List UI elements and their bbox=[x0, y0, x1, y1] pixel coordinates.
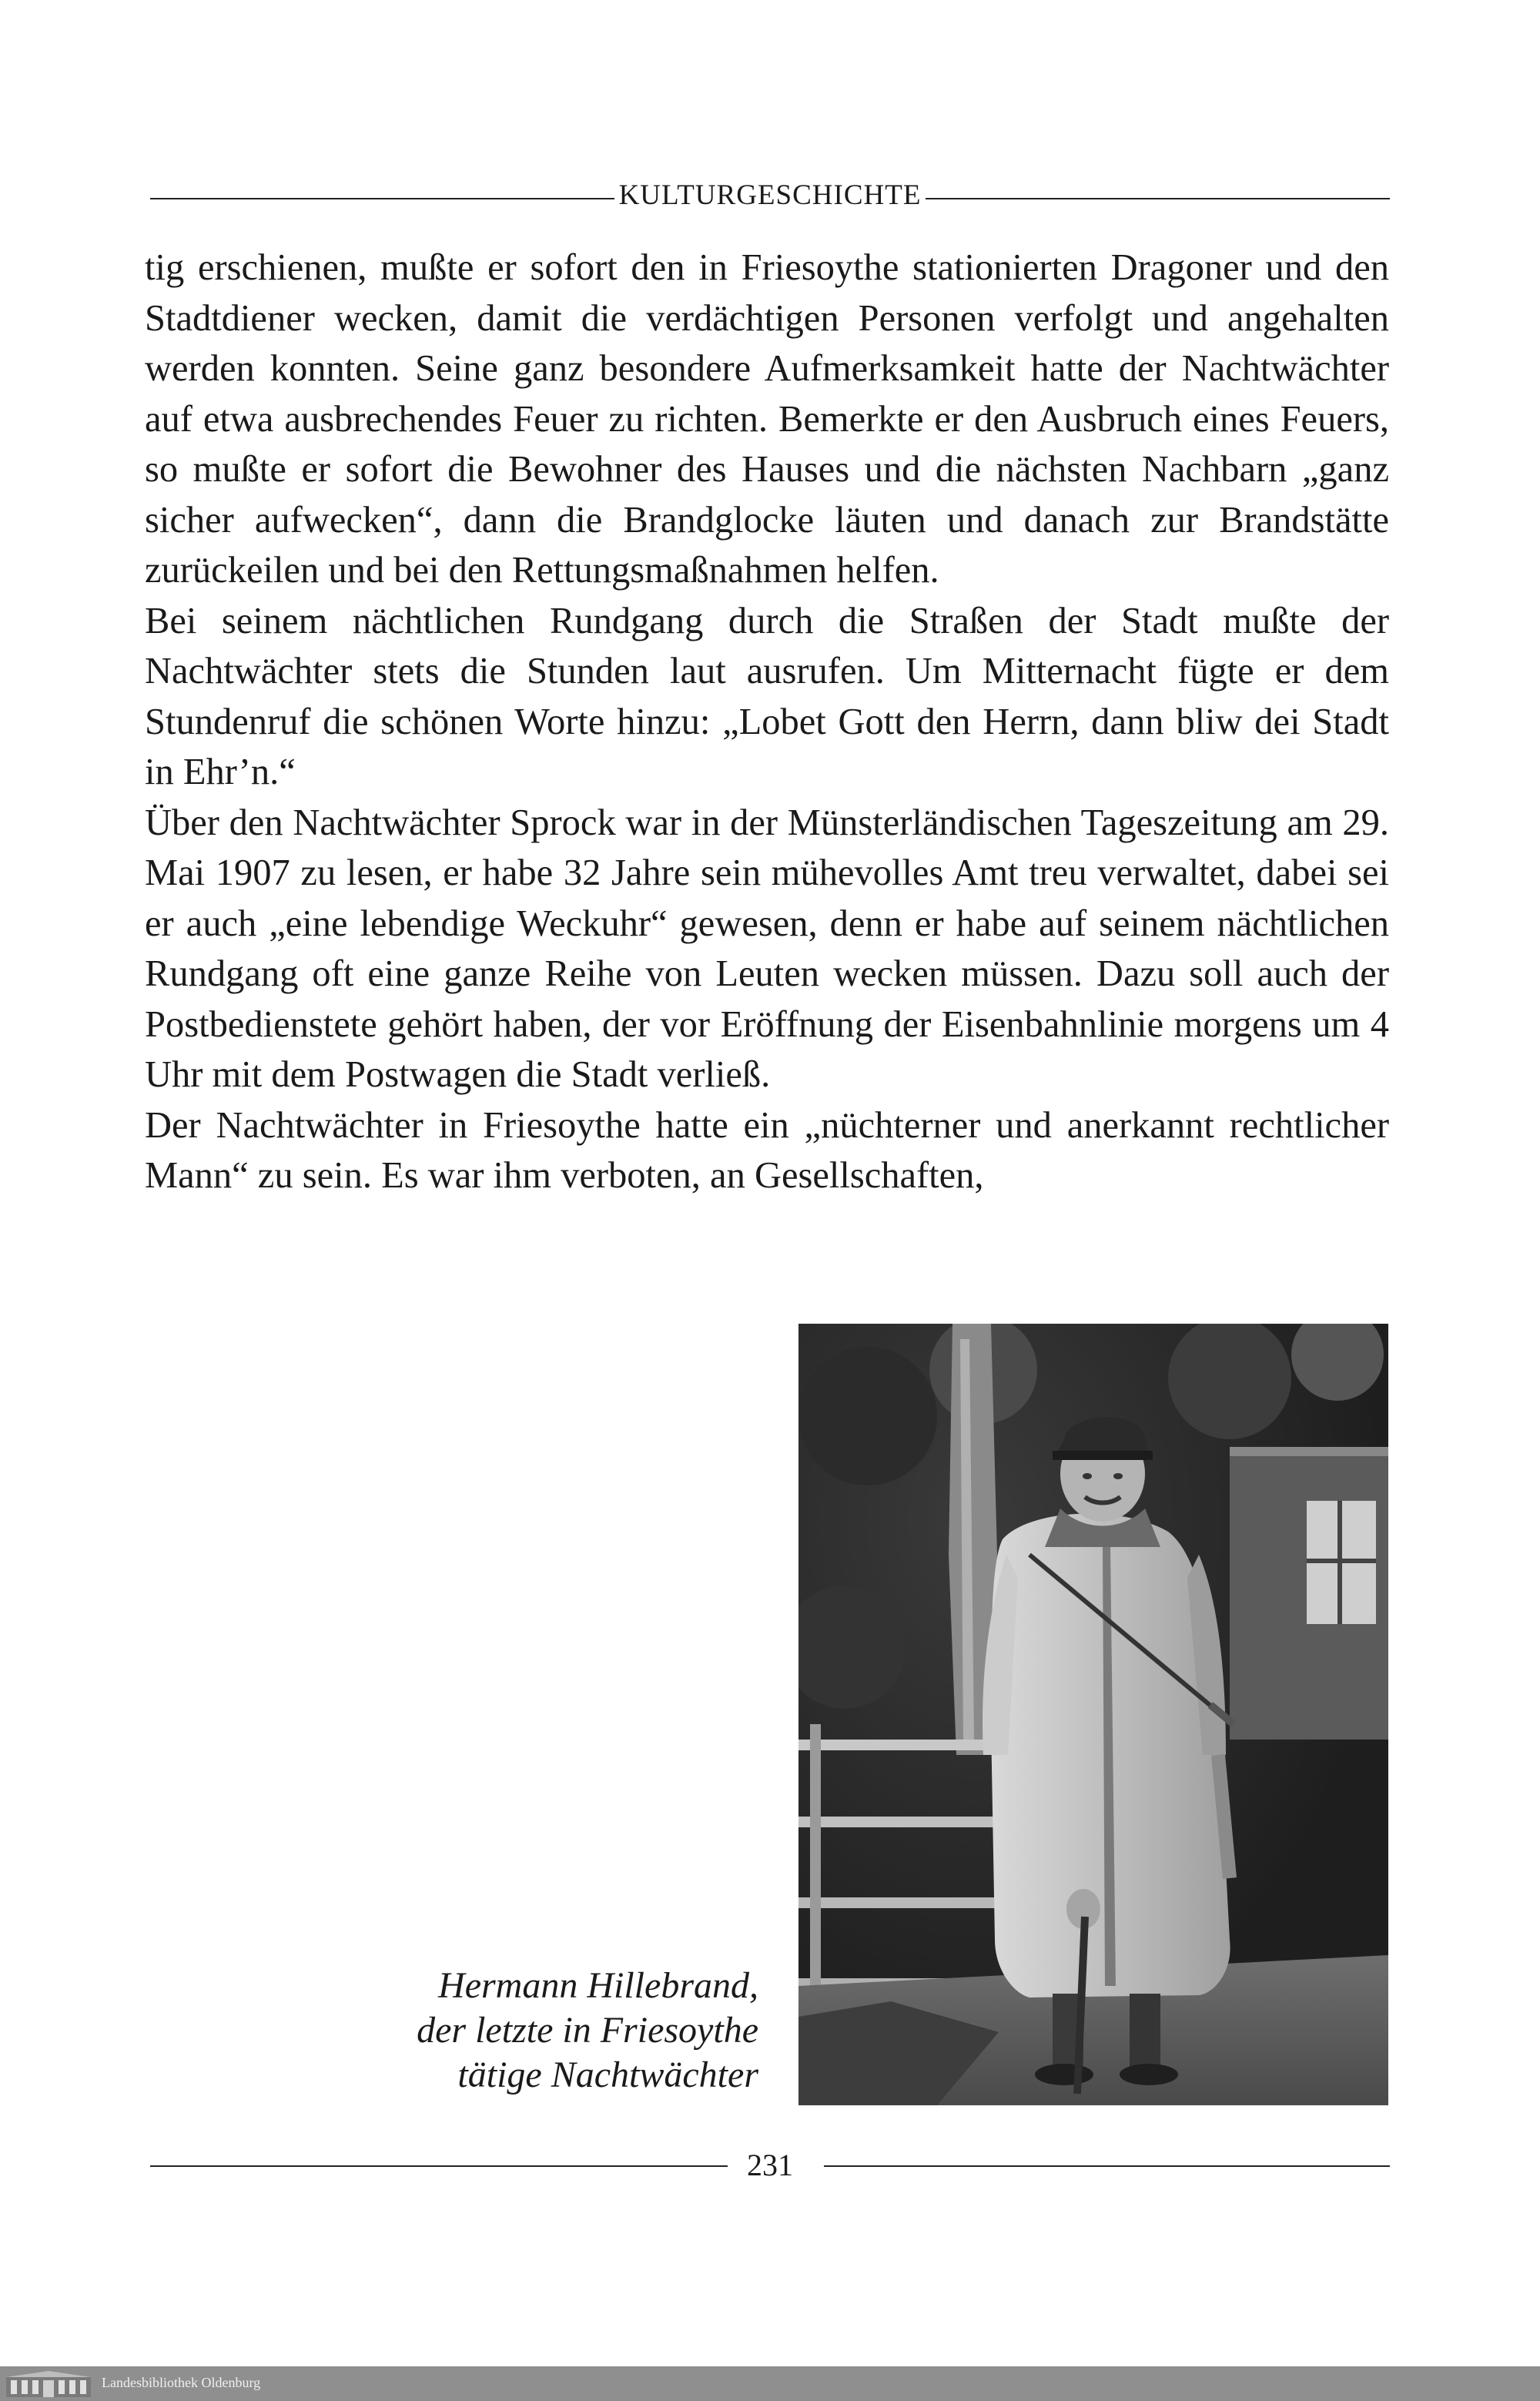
paragraph: Bei seinem nächtlichen Rundgang durch die Straßen der Stadt mußte der Nachtwächter stets die Stunden laut ausrufen. Um Mitternacht fügte er dem Stundenruf die schönen Worte hinzu: „Lobet Gott den Herrn, dann bliw dei Stadt in Ehr’n.“ bbox=[145, 600, 1389, 792]
caption-line: Hermann Hillebrand, bbox=[438, 1965, 758, 2006]
library-label: Landesbibliothek Oldenburg bbox=[102, 2375, 261, 2390]
paragraph: Der Nachtwächter in Friesoythe hatte ein „nüchterner und anerkannt rechtlicher Mann“ zu sein. Es war ihm verboten, an Gesellschaften, bbox=[145, 1104, 1389, 1196]
library-building-icon bbox=[6, 2371, 91, 2397]
body-text bbox=[145, 243, 1389, 1201]
photo-caption bbox=[373, 1964, 758, 2098]
night-watchman-photo bbox=[798, 1324, 1388, 2105]
library-footer bbox=[0, 2366, 1540, 2401]
running-head bbox=[150, 179, 1390, 212]
caption-line: tätige Nachtwächter bbox=[457, 2054, 758, 2095]
paragraph: tig erschienen, mußte er sofort den in Friesoythe stationierten Dragoner und den Stadtdiener wecken, damit die verdächtigen Personen verfolgt und angehalten werden konnten. Seine ganz besondere Aufmerksamkeit hatte der Nachtwächter auf etwa ausbrechendes Feuer zu richten. Bemerkte er den Ausbruch eines Feuers, so mußte er sofort die Bewohner des Hauses und die nächsten Nachbarn „ganz sicher aufwecken“, dann die Brandglocke läuten und danach zur Brandstätte zurückeilen und bei den Rettungsmaßnahmen helfen. bbox=[145, 247, 1389, 591]
footer-rule-right bbox=[824, 2165, 1390, 2167]
paragraph: Über den Nachtwächter Sprock war in der Münsterländischen Tageszeitung am 29. Mai 1907 zu lesen, er habe 32 Jahre sein mühevolles Amt treu verwaltet, dabei sei er auch „eine lebendige Weckuhr“ gewesen, denn er habe auf seinem nächtlichen Rundgang oft eine ganze Reihe von Leuten wecken müssen. Dazu soll auch der Postbedienstete gehört haben, der vor Eröffnung der Eisenbahnlinie morgens um 4 Uhr mit dem Postwagen die Stadt verließ. bbox=[145, 802, 1389, 1095]
page-number: 231 bbox=[747, 2148, 793, 2182]
running-title: KULTURGESCHICHTE bbox=[614, 179, 926, 211]
caption-line: der letzte in Friesoythe bbox=[417, 2010, 758, 2051]
footer-rule-left bbox=[150, 2165, 728, 2167]
